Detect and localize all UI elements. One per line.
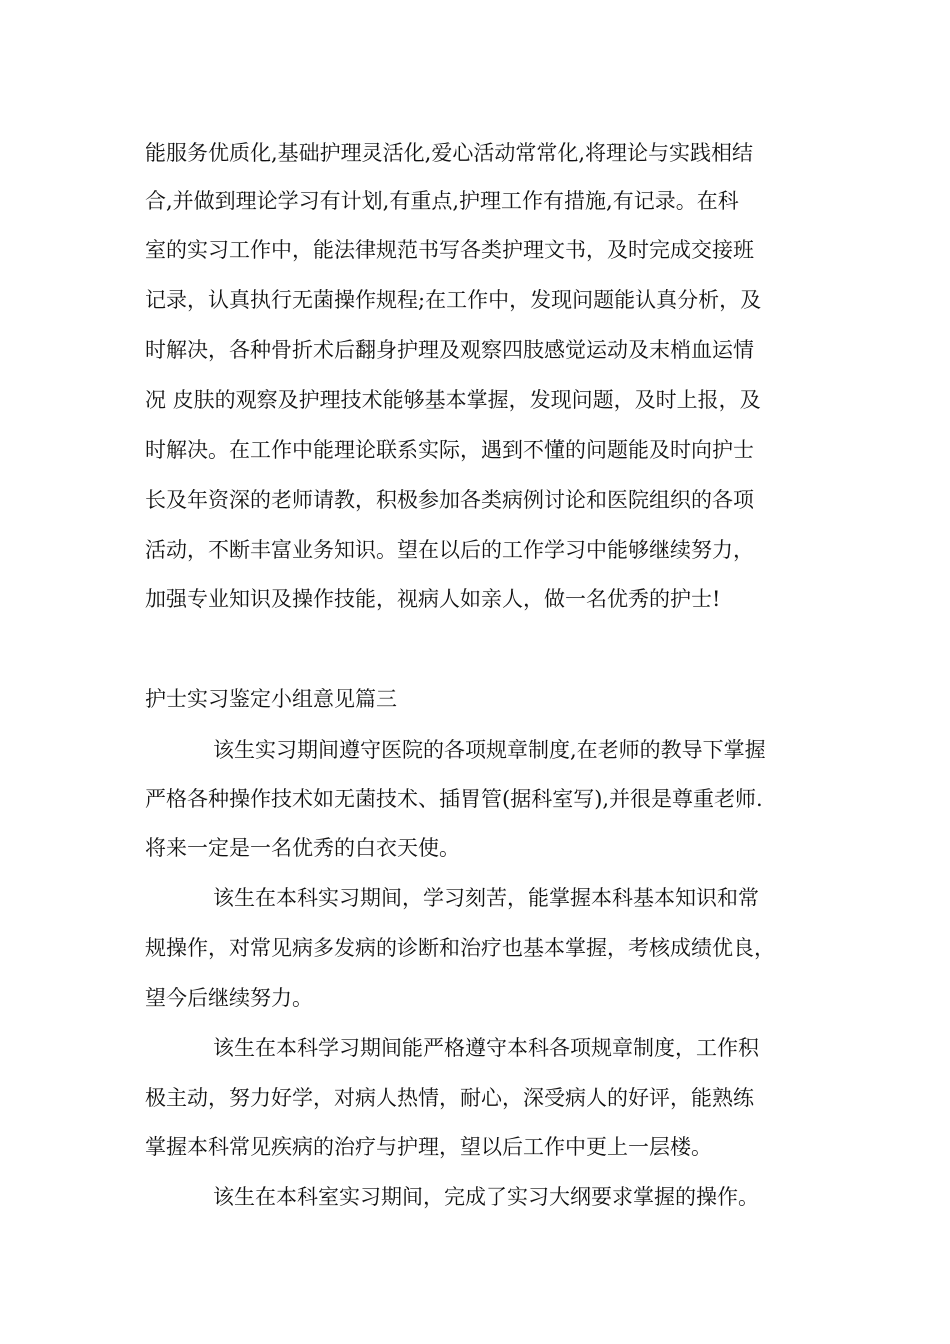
paragraph-line: 室的实习工作中，能法律规范书写各类护理文书，及时完成交接班 <box>145 238 754 262</box>
paragraph-line: 该生在本科室实习期间，完成了实习大纲要求掌握的操作。 <box>213 1185 759 1209</box>
paragraph-line: 记录，认真执行无菌操作规程;在工作中，发现问题能认真分析，及 <box>145 288 762 312</box>
paragraph-line: 活动，不断丰富业务知识。望在以后的工作学习中能够继续努力， <box>145 538 754 562</box>
paragraph-line: 加强专业知识及操作技能，视病人如亲人，做一名优秀的护士! <box>145 587 721 611</box>
paragraph-line: 时解决。在工作中能理论联系实际，遇到不懂的问题能及时向护士 <box>145 438 754 462</box>
paragraph-line: 长及年资深的老师请教，积极参加各类病例讨论和医院组织的各项 <box>145 488 754 512</box>
paragraph-line: 严格各种操作技术如无菌技术、插胃管(据科室写),并很是尊重老师. <box>145 787 763 811</box>
paragraph-line: 掌握本科常见疾病的治疗与护理，望以后工作中更上一层楼。 <box>145 1135 712 1159</box>
section-heading: 护士实习鉴定小组意见篇三 <box>145 687 397 711</box>
paragraph-line: 望今后继续努力。 <box>145 986 313 1010</box>
paragraph-line: 该生实习期间遵守医院的各项规章制度,在老师的教导下掌握 <box>213 738 766 762</box>
paragraph-line: 将来一定是一名优秀的白衣天使。 <box>145 836 460 860</box>
paragraph-line: 规操作，对常见病多发病的诊断和治疗也基本掌握，考核成绩优良， <box>145 936 775 960</box>
paragraph-line: 极主动，努力好学，对病人热情，耐心，深受病人的好评，能熟练 <box>145 1086 754 1110</box>
paragraph-line: 能服务优质化,基础护理灵活化,爱心活动常常化,将理论与实践相结 <box>145 141 754 165</box>
paragraph-line: 合,并做到理论学习有计划,有重点,护理工作有措施,有记录。在科 <box>145 189 739 213</box>
paragraph-line: 该生在本科实习期间，学习刻苦，能掌握本科基本知识和常 <box>213 886 759 910</box>
paragraph-line: 时解决，各种骨折术后翻身护理及观察四肢感觉运动及末梢血运情 <box>145 338 754 362</box>
paragraph-line: 况 皮肤的观察及护理技术能够基本掌握，发现问题，及时上报，及 <box>145 388 761 412</box>
paragraph-line: 该生在本科学习期间能严格遵守本科各项规章制度，工作积 <box>213 1036 759 1060</box>
